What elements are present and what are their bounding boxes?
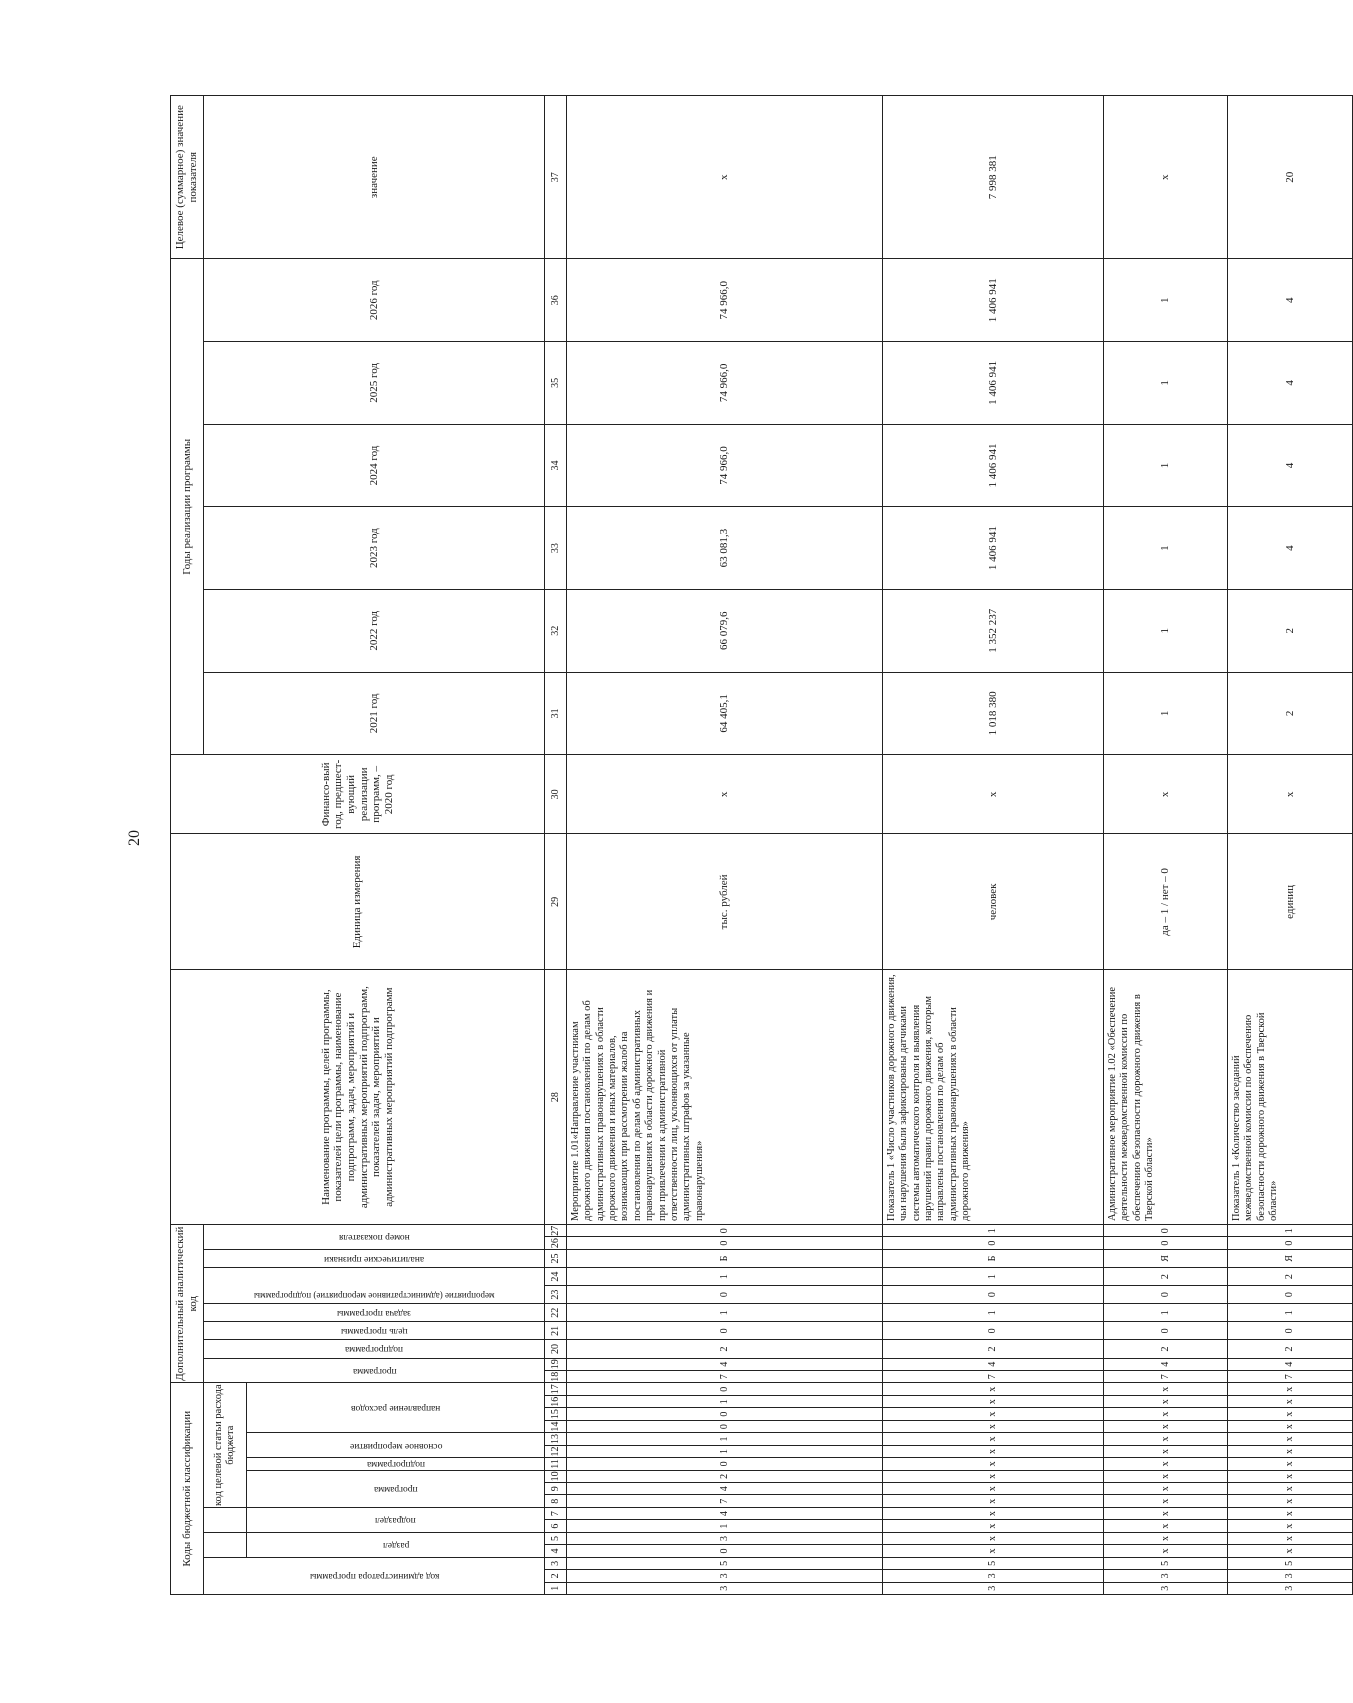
- col-number: 15: [545, 1408, 566, 1420]
- row-year-value: 74 966,0: [566, 259, 882, 342]
- row-name: Показатель 1 «Число участников дорожного движения, чьи нарушения были зафиксированы датчиками системы автоматического контроля и выявления нарушений правил дорожного движения, которым направлены постановления по делам об административных правонарушениях в области дорожного движения»: [882, 970, 1103, 1225]
- row-year-value: 74 966,0: [566, 342, 882, 425]
- page-number: 20: [126, 830, 143, 846]
- code-cell: х: [1104, 1458, 1228, 1470]
- code-cell: 1: [566, 1445, 882, 1457]
- code-cell: 5: [882, 1557, 1103, 1569]
- code-cell: Я: [1104, 1249, 1228, 1267]
- code-cell: 7: [882, 1370, 1103, 1382]
- row-year-value: 1 406 941: [882, 507, 1103, 590]
- code-cell: 0: [1227, 1237, 1352, 1249]
- value-header: значение: [204, 96, 545, 259]
- code-cell: х: [1104, 1532, 1228, 1544]
- code-cell: 7: [566, 1370, 882, 1382]
- expense-direction-header: направление расходов: [247, 1383, 545, 1433]
- table-row: [566, 96, 882, 1595]
- code-cell: х: [1104, 1445, 1228, 1457]
- code-cell: 4: [566, 1483, 882, 1495]
- add-program-header: программа: [204, 1358, 545, 1383]
- code-cell: 1: [882, 1268, 1103, 1286]
- code-cell: 0: [1227, 1322, 1352, 1340]
- code-cell: Б: [566, 1249, 882, 1267]
- code-cell: х: [882, 1396, 1103, 1408]
- col-number: 17: [545, 1383, 566, 1396]
- code-cell: х: [882, 1383, 1103, 1396]
- code-cell: 0: [566, 1224, 882, 1236]
- code-cell: х: [1104, 1396, 1228, 1408]
- code-cell: 0: [1227, 1286, 1352, 1304]
- code-cell: х: [882, 1433, 1103, 1445]
- code-cell: 0: [566, 1408, 882, 1420]
- col-number: 25: [545, 1249, 566, 1267]
- program-task-header: задача программы: [204, 1304, 545, 1322]
- code-cell: х: [1227, 1470, 1352, 1482]
- code-cell: 0: [566, 1420, 882, 1432]
- event-admin-header: мероприятие (административное мероприятие) подпрограммы: [204, 1268, 545, 1304]
- code-cell: 4: [882, 1358, 1103, 1370]
- code-cell: 3: [566, 1532, 882, 1544]
- col-number: 21: [545, 1322, 566, 1340]
- row-year-value: 4: [1227, 259, 1352, 342]
- code-cell: 2: [566, 1340, 882, 1358]
- code-cell: 1: [566, 1433, 882, 1445]
- code-cell: 0: [882, 1237, 1103, 1249]
- row-name: Административное мероприятие 1.02 «Обеспечение деятельности межведомственной комиссии по обеспечению безопасности дорожного движения в Тверской области»: [1104, 970, 1228, 1225]
- table-row: [1104, 96, 1228, 1595]
- code-cell: х: [1227, 1507, 1352, 1519]
- code-cell: 0: [1104, 1286, 1228, 1304]
- code-cell: 5: [1104, 1557, 1228, 1569]
- code-cell: 5: [1227, 1557, 1352, 1569]
- col-number: 36: [545, 259, 566, 342]
- document-sheet: [170, 95, 1353, 1595]
- code-cell: х: [882, 1458, 1103, 1470]
- code-cell: 7: [566, 1495, 882, 1507]
- col-number: 22: [545, 1304, 566, 1322]
- code-cell: 0: [566, 1286, 882, 1304]
- code-cell: 2: [566, 1470, 882, 1482]
- column-numbers-row: [545, 96, 566, 1595]
- code-cell: х: [882, 1408, 1103, 1420]
- code-cell: 1: [1104, 1304, 1228, 1322]
- code-cell: 0: [882, 1322, 1103, 1340]
- code-cell: х: [882, 1483, 1103, 1495]
- row-year-value: 2: [1227, 589, 1352, 672]
- code-cell: х: [882, 1520, 1103, 1532]
- col-number: 26: [545, 1237, 566, 1249]
- row-year-value: 1: [1104, 424, 1228, 507]
- row-name: Показатель 1 «Количество заседаний межведомственной комиссии по обеспечению безопасности дорожного движения в Тверской области»: [1227, 970, 1352, 1225]
- code-cell: 4: [566, 1358, 882, 1370]
- col-number: 28: [545, 970, 566, 1225]
- row-year-value: 1 406 941: [882, 342, 1103, 425]
- section-header: раздел: [247, 1532, 545, 1557]
- code-cell: 1: [566, 1396, 882, 1408]
- row-year-value: 63 081,3: [566, 507, 882, 590]
- code-cell: х: [1104, 1520, 1228, 1532]
- row-year-value: 1 018 380: [882, 672, 1103, 755]
- program-header: программа: [247, 1470, 545, 1507]
- code-cell: 3: [1104, 1570, 1228, 1582]
- code-cell: 7: [1104, 1370, 1228, 1382]
- row-target: 20: [1227, 96, 1352, 259]
- code-cell: 0: [566, 1458, 882, 1470]
- code-cell: 1: [566, 1304, 882, 1322]
- code-cell: 7: [1227, 1370, 1352, 1382]
- fin-year-header: Финансо-вый год, предшест-вующий реализации программ, – 2020 год: [171, 755, 545, 834]
- code-cell: х: [1227, 1483, 1352, 1495]
- year-2026-header: 2026 год: [204, 259, 545, 342]
- code-cell: х: [1227, 1445, 1352, 1457]
- code-cell: 3: [1227, 1570, 1352, 1582]
- row-fin-year: х: [566, 755, 882, 834]
- col-number: 4: [545, 1545, 566, 1557]
- row-year-value: 1 406 941: [882, 259, 1103, 342]
- code-cell: х: [1227, 1408, 1352, 1420]
- target-header: Целевое (суммарное) значение показателя: [171, 96, 204, 259]
- code-cell: 2: [1227, 1268, 1352, 1286]
- code-cell: х: [1104, 1433, 1228, 1445]
- row-year-value: 64 405,1: [566, 672, 882, 755]
- code-cell: 3: [1227, 1582, 1352, 1594]
- code-cell: х: [1104, 1507, 1228, 1519]
- code-cell: 0: [1104, 1224, 1228, 1236]
- row-year-value: 1: [1104, 507, 1228, 590]
- col-number: 13: [545, 1433, 566, 1445]
- row-target: 7 998 381: [882, 96, 1103, 259]
- code-cell: 2: [1104, 1340, 1228, 1358]
- year-2022-header: 2022 год: [204, 589, 545, 672]
- row-year-value: 74 966,0: [566, 424, 882, 507]
- col-number: 9: [545, 1483, 566, 1495]
- col-number: 2: [545, 1570, 566, 1582]
- row-fin-year: х: [1227, 755, 1352, 834]
- row-unit: да – 1 / нет – 0: [1104, 834, 1228, 970]
- code-cell: 1: [1227, 1224, 1352, 1236]
- row-unit: единиц: [1227, 834, 1352, 970]
- code-cell: 1: [566, 1520, 882, 1532]
- code-cell: х: [1104, 1408, 1228, 1420]
- code-cell: х: [1227, 1420, 1352, 1432]
- col-number: 32: [545, 589, 566, 672]
- col-number: 10: [545, 1470, 566, 1482]
- code-cell: 0: [1104, 1322, 1228, 1340]
- col-number: 7: [545, 1507, 566, 1519]
- row-year-value: 1: [1104, 672, 1228, 755]
- code-cell: 0: [566, 1545, 882, 1557]
- code-cell: х: [882, 1545, 1103, 1557]
- col-number: 14: [545, 1420, 566, 1432]
- add-subprogram-header: подпрограмма: [204, 1340, 545, 1358]
- code-cell: х: [1227, 1383, 1352, 1396]
- col-number: 20: [545, 1340, 566, 1358]
- empty-header: [204, 1532, 247, 1557]
- row-fin-year: х: [882, 755, 1103, 834]
- col-number: 1: [545, 1582, 566, 1594]
- row-unit: тыс. рублей: [566, 834, 882, 970]
- code-cell: х: [882, 1420, 1103, 1432]
- code-cell: Б: [882, 1249, 1103, 1267]
- code-cell: х: [1227, 1545, 1352, 1557]
- col-number: 3: [545, 1557, 566, 1569]
- code-cell: 0: [1104, 1237, 1228, 1249]
- code-cell: х: [882, 1507, 1103, 1519]
- table-row: [1227, 96, 1352, 1595]
- code-cell: 0: [566, 1322, 882, 1340]
- row-fin-year: х: [1104, 755, 1228, 834]
- col-number: 34: [545, 424, 566, 507]
- additional-code-header: Дополнительный аналитический код: [171, 1224, 204, 1382]
- code-cell: х: [1227, 1520, 1352, 1532]
- table-row: [882, 96, 1103, 1595]
- row-year-value: 2: [1227, 672, 1352, 755]
- code-cell: 0: [566, 1237, 882, 1249]
- code-cell: 2: [1227, 1340, 1352, 1358]
- col-number: 30: [545, 755, 566, 834]
- code-cell: 3: [566, 1582, 882, 1594]
- years-header: Годы реализации программы: [171, 259, 204, 755]
- code-cell: х: [882, 1532, 1103, 1544]
- budget-codes-header: Коды бюджетной классификации: [171, 1383, 204, 1595]
- subsection-header: подраздел: [247, 1507, 545, 1532]
- code-cell: х: [882, 1445, 1103, 1457]
- row-unit: человек: [882, 834, 1103, 970]
- row-target: х: [566, 96, 882, 259]
- budget-target-code-header: код целевой статьи расхода бюджета: [204, 1383, 247, 1508]
- code-cell: х: [1104, 1483, 1228, 1495]
- code-cell: 3: [882, 1582, 1103, 1594]
- year-2024-header: 2024 год: [204, 424, 545, 507]
- col-number: 37: [545, 96, 566, 259]
- col-number: 6: [545, 1520, 566, 1532]
- row-year-value: 1 406 941: [882, 424, 1103, 507]
- code-cell: 0: [882, 1286, 1103, 1304]
- code-cell: х: [1104, 1420, 1228, 1432]
- name-column-header: Наименование программы, целей программы, показателей цели программы, наименование подпрограмм, задач, мероприятий и административных мероприятий подпрограмм, показателей задач, мероприятий и административных мероприятий подпрограмм: [171, 970, 545, 1225]
- empty-header: [204, 1507, 247, 1532]
- code-cell: 0: [566, 1383, 882, 1396]
- code-cell: 3: [1104, 1582, 1228, 1594]
- col-number: 35: [545, 342, 566, 425]
- year-2021-header: 2021 год: [204, 672, 545, 755]
- row-year-value: 1: [1104, 589, 1228, 672]
- program-table: [170, 95, 1353, 1595]
- row-year-value: 4: [1227, 424, 1352, 507]
- col-number: 29: [545, 834, 566, 970]
- code-cell: 1: [882, 1304, 1103, 1322]
- code-cell: х: [1104, 1545, 1228, 1557]
- code-cell: х: [882, 1495, 1103, 1507]
- code-cell: 3: [566, 1570, 882, 1582]
- program-goal-header: цель программы: [204, 1322, 545, 1340]
- col-number: 18: [545, 1370, 566, 1382]
- col-number: 19: [545, 1358, 566, 1370]
- row-year-value: 1 352 237: [882, 589, 1103, 672]
- code-cell: Я: [1227, 1249, 1352, 1267]
- col-number: 16: [545, 1396, 566, 1408]
- indicator-number-header: номер показателя: [204, 1224, 545, 1249]
- col-number: 23: [545, 1286, 566, 1304]
- row-year-value: 66 079,6: [566, 589, 882, 672]
- code-cell: 1: [1227, 1304, 1352, 1322]
- col-number: 5: [545, 1532, 566, 1544]
- code-cell: 3: [882, 1570, 1103, 1582]
- code-cell: х: [1104, 1495, 1228, 1507]
- code-cell: 1: [882, 1224, 1103, 1236]
- subprogram-header: подпрограмма: [247, 1458, 545, 1470]
- row-year-value: 4: [1227, 507, 1352, 590]
- code-cell: х: [1227, 1532, 1352, 1544]
- row-name: Мероприятие 1.01«Направление участникам дорожного движения постановлений по делам об административных правонарушениях в области дорожного движения и иных материалов, возникающих при рассмотрении жалоб на постановления по делам об административных правонарушениях в области дорожного движения и при привлечении к административной ответственности лиц, уклоняющихся от уплаты административных штрафов за указанные правонарушения»: [566, 970, 882, 1225]
- unit-header: Единица измерения: [171, 834, 545, 970]
- main-event-header: основное мероприятие: [247, 1433, 545, 1458]
- code-cell: х: [1227, 1433, 1352, 1445]
- col-number: 33: [545, 507, 566, 590]
- code-cell: 4: [566, 1507, 882, 1519]
- admin-code-header: код администратора программы: [204, 1557, 545, 1594]
- code-cell: х: [1227, 1495, 1352, 1507]
- code-cell: х: [882, 1470, 1103, 1482]
- col-number: 8: [545, 1495, 566, 1507]
- col-number: 12: [545, 1445, 566, 1457]
- code-cell: 5: [566, 1557, 882, 1569]
- code-cell: 1: [566, 1268, 882, 1286]
- code-cell: х: [1104, 1470, 1228, 1482]
- col-number: 31: [545, 672, 566, 755]
- code-cell: 2: [882, 1340, 1103, 1358]
- code-cell: 4: [1227, 1358, 1352, 1370]
- code-cell: х: [1227, 1458, 1352, 1470]
- analytic-features-header: аналитические признаки: [204, 1249, 545, 1267]
- year-2023-header: 2023 год: [204, 507, 545, 590]
- row-year-value: 4: [1227, 342, 1352, 425]
- row-target: х: [1104, 96, 1228, 259]
- row-year-value: 1: [1104, 259, 1228, 342]
- year-2025-header: 2025 год: [204, 342, 545, 425]
- row-year-value: 1: [1104, 342, 1228, 425]
- code-cell: 4: [1104, 1358, 1228, 1370]
- code-cell: 2: [1104, 1268, 1228, 1286]
- code-cell: х: [1227, 1396, 1352, 1408]
- col-number: 27: [545, 1224, 566, 1236]
- col-number: 11: [545, 1458, 566, 1470]
- col-number: 24: [545, 1268, 566, 1286]
- code-cell: х: [1104, 1383, 1228, 1396]
